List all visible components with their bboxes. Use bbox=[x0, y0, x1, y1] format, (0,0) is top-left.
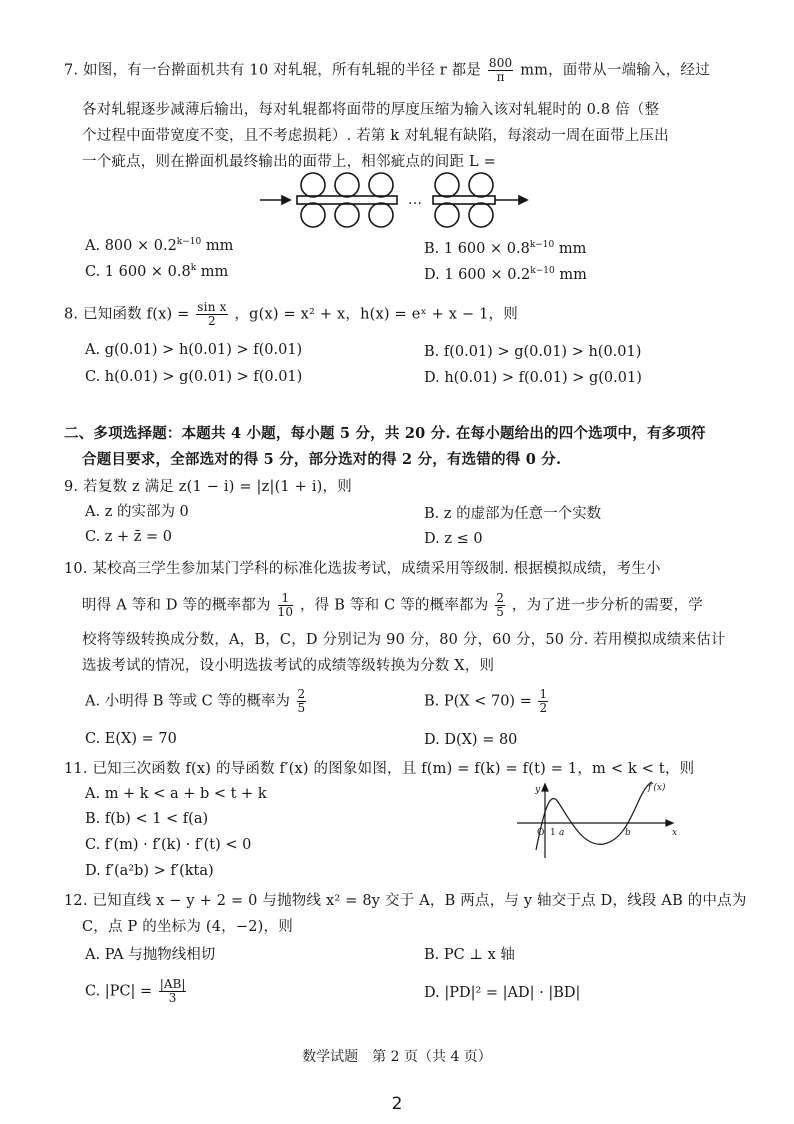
q11-graph-point-b: b bbox=[625, 828, 631, 838]
q7-option-a[interactable] bbox=[85, 236, 233, 256]
q9-option-d[interactable]: D. z ≤ 0 bbox=[424, 531, 483, 547]
q10-option-b[interactable] bbox=[424, 688, 550, 715]
q10-fraction-2-denominator: 5 bbox=[496, 605, 505, 619]
q7-roller-diagram bbox=[255, 170, 535, 230]
q7-option-b-exponent: k−10 bbox=[529, 240, 555, 251]
q10-option-b-fraction bbox=[538, 688, 548, 715]
q10-stem-line1: 10. 某校高三学生参加某门学科的标准化选拔考试，成绩采用等级制. 根据模拟成绩，考生小 bbox=[64, 561, 661, 577]
section2-heading-line2: 合题目要求，全部选对的得 5 分，部分选对的得 2 分，有选错的得 0 分. bbox=[82, 451, 562, 468]
q10-stem-line2-part1: 明得 A 等和 D 等的概率都为 bbox=[82, 597, 271, 614]
q10-fraction-1-denominator: 10 bbox=[277, 605, 294, 619]
q8-stem-part1: 8. 已知函数 f(x) = bbox=[64, 306, 190, 323]
q7-option-a-unit: mm bbox=[201, 238, 234, 254]
q12-option-a[interactable]: A. PA 与抛物线相切 bbox=[85, 947, 216, 963]
q10-stem-line3: 校将等级转换成分数，A，B，C，D 分别记为 90 分，80 分，60 分，50 分. 若用模拟成绩来估计 bbox=[82, 632, 726, 648]
q11-option-c[interactable]: C. f′(m) · f′(k) · f′(t) < 0 bbox=[85, 837, 252, 853]
q7-diagram-ellipsis: … bbox=[408, 192, 422, 208]
q12-stem-line1: 12. 已知直线 x − y + 2 = 0 与抛物线 x² = 8y 交于 A，B 两点，与 y 轴交于点 D，线段 AB 的中点为 bbox=[64, 893, 747, 909]
q10-stem-line2-part3: ，为了进一步分析的需要，学 bbox=[511, 597, 703, 614]
q10-option-b-numerator: 1 bbox=[539, 687, 548, 701]
q7-option-d[interactable] bbox=[424, 265, 587, 285]
q11-derivative-graph bbox=[512, 780, 682, 860]
q8-stem-part2: ，g(x) = x² + x，h(x) = eˣ + x − 1，则 bbox=[234, 306, 518, 323]
q12-option-c-numerator: |AB| bbox=[159, 977, 186, 991]
q10-fraction-2 bbox=[495, 592, 505, 619]
q7-option-b[interactable] bbox=[424, 239, 586, 259]
q9-option-b[interactable]: B. z 的虚部为任意一个实数 bbox=[424, 506, 602, 522]
q7-stem-part2: mm，面带从一端输入，经过 bbox=[520, 62, 710, 79]
page-number: 2 bbox=[391, 1094, 403, 1114]
q9-option-c[interactable]: C. z + z̄ = 0 bbox=[85, 529, 173, 545]
q11-graph-origin: O bbox=[537, 828, 545, 838]
q7-stem-part1: 7. 如图，有一台擀面机共有 10 对轧辊，所有轧辊的半径 r 都是 bbox=[64, 62, 482, 79]
q7-option-a-exponent: k−10 bbox=[176, 237, 202, 248]
q10-option-a-denominator: 5 bbox=[297, 701, 306, 715]
q10-option-d[interactable]: D. D(X) = 80 bbox=[424, 732, 518, 748]
q12-stem-line2: C，点 P 的坐标为 (4，−2)，则 bbox=[82, 919, 293, 935]
q8-fraction-numerator: sin x bbox=[197, 300, 227, 314]
q7-option-c[interactable] bbox=[85, 262, 228, 282]
q11-option-b[interactable]: B. f(b) < 1 < f(a) bbox=[85, 811, 209, 827]
q10-fraction-1 bbox=[278, 592, 294, 619]
q7-option-d-unit: mm bbox=[554, 267, 587, 283]
q12-option-c[interactable] bbox=[85, 978, 188, 1005]
q12-option-c-denominator: 3 bbox=[168, 991, 177, 1005]
q7-radius-numerator: 800 bbox=[488, 56, 513, 70]
q7-option-a-text: A. 800 × 0.2 bbox=[85, 238, 177, 254]
q10-fraction-2-numerator: 2 bbox=[496, 591, 505, 605]
q9-option-a[interactable]: A. z 的实部为 0 bbox=[85, 504, 189, 520]
q8-option-c[interactable]: C. h(0.01) > g(0.01) > f(0.01) bbox=[85, 369, 303, 385]
q10-option-a-numerator: 2 bbox=[297, 687, 306, 701]
q10-stem-line2-part2: ，得 B 等和 C 等的概率都为 bbox=[300, 597, 489, 614]
q7-stem-line4: 一个疵点，则在擀面机最终输出的面带上，相邻疵点的间距 L = bbox=[82, 154, 496, 170]
q11-graph-curve-label: f′(x) bbox=[648, 783, 666, 793]
q10-option-b-denominator: 2 bbox=[539, 701, 548, 715]
q7-option-b-unit: mm bbox=[554, 241, 587, 257]
section2-heading-line1: 二、多项选择题：本题共 4 小题，每小题 5 分，共 20 分. 在每小题给出的四个选项中，有多项符 bbox=[64, 425, 706, 442]
q11-option-a[interactable]: A. m + k < a + b < t + k bbox=[85, 786, 267, 802]
q8-stem bbox=[64, 301, 518, 328]
q11-stem: 11. 已知三次函数 f(x) 的导函数 f′(x) 的图象如图，且 f(m) = f(k) = f(t) = 1，m < k < t，则 bbox=[64, 761, 695, 777]
q10-stem-line2 bbox=[82, 592, 703, 619]
q11-graph-point-a: a bbox=[559, 828, 565, 838]
q10-option-a-fraction bbox=[297, 688, 307, 715]
q7-stem-line2: 各对轧辊逐步减薄后输出，每对轧辊都将面带的厚度压缩为输入该对轧辊时的 0.8 倍（整 bbox=[82, 102, 660, 118]
q7-option-c-unit: mm bbox=[196, 264, 229, 280]
q7-option-d-text: D. 1 600 × 0.2 bbox=[424, 267, 531, 283]
q9-stem: 9. 若复数 z 满足 z(1 − i) = |z|(1 + i)，则 bbox=[64, 479, 352, 495]
q7-option-d-exponent: k−10 bbox=[530, 266, 555, 277]
q12-option-b[interactable]: B. PC ⊥ x 轴 bbox=[424, 947, 515, 963]
q11-graph-y-label: y bbox=[535, 785, 541, 795]
q7-stem-line3: 个过程中面带宽度不变，且不考虑损耗）. 若第 k 对轧辊有缺陷，每滚动一周在面带上压出 bbox=[82, 128, 669, 144]
q7-option-b-text: B. 1 600 × 0.8 bbox=[424, 241, 530, 257]
q7-stem-line1 bbox=[64, 57, 710, 84]
q8-option-d[interactable]: D. h(0.01) > f(0.01) > g(0.01) bbox=[424, 370, 642, 386]
q12-option-c-text: C. |PC| = bbox=[85, 983, 153, 1000]
q12-option-c-fraction bbox=[159, 978, 187, 1005]
q12-option-d[interactable]: D. |PD|² = |AD| · |BD| bbox=[424, 985, 581, 1001]
q8-fraction bbox=[196, 301, 227, 328]
page-footer-label: 数学试题 第 2 页（共 4 页） bbox=[302, 1049, 492, 1065]
q7-option-c-text: C. 1 600 × 0.8 bbox=[85, 264, 191, 280]
q7-option-c-exponent: k bbox=[190, 263, 197, 274]
q10-stem-line4: 选拔考试的情况，设小明选拔考试的成绩等级转换为分数 X，则 bbox=[82, 658, 495, 674]
q10-option-c[interactable]: C. E(X) = 70 bbox=[85, 731, 177, 747]
q8-option-b[interactable]: B. f(0.01) > g(0.01) > h(0.01) bbox=[424, 344, 642, 360]
q10-option-a[interactable] bbox=[85, 688, 308, 715]
q10-fraction-1-numerator: 1 bbox=[278, 592, 294, 606]
q8-option-a[interactable]: A. g(0.01) > h(0.01) > f(0.01) bbox=[85, 342, 303, 358]
q11-graph-tick-1: 1 bbox=[550, 828, 556, 838]
q11-option-d[interactable]: D. f′(a²b) > f′(kta) bbox=[85, 863, 214, 879]
q7-radius-fraction bbox=[488, 57, 514, 84]
q11-graph-x-label: x bbox=[672, 828, 678, 838]
q7-radius-denominator: π bbox=[496, 70, 505, 84]
q8-fraction-denominator: 2 bbox=[208, 314, 216, 328]
q10-option-a-text: A. 小明得 B 等或 C 等的概率为 bbox=[85, 693, 290, 710]
q10-option-b-text: B. P(X < 70) = bbox=[424, 693, 532, 710]
